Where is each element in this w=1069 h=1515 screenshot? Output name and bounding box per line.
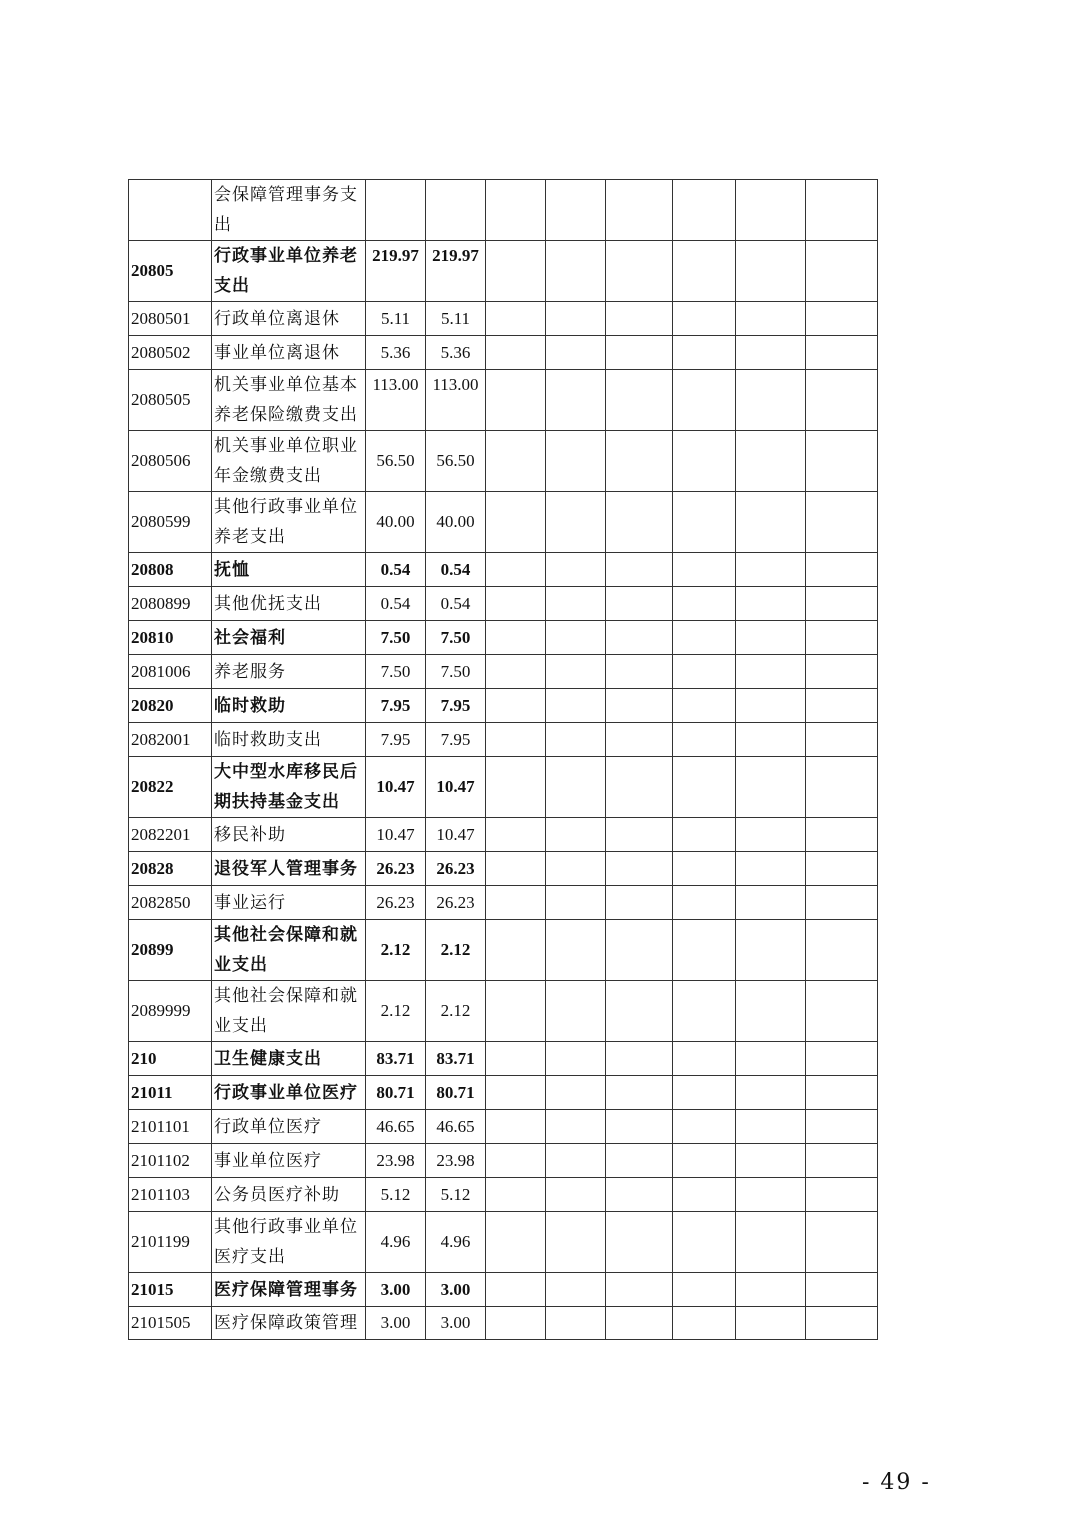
empty-cell xyxy=(606,302,673,336)
table-row xyxy=(129,689,878,723)
code-cell: 2101505 xyxy=(129,1307,212,1340)
empty-cell xyxy=(736,336,806,370)
amount-basic-cell xyxy=(426,180,486,241)
amount-basic-cell: 113.00 xyxy=(426,370,486,431)
name-cell: 行政事业单位医疗 xyxy=(212,1076,366,1110)
empty-cell xyxy=(546,302,606,336)
table-row xyxy=(129,370,878,431)
empty-cell xyxy=(486,723,546,757)
empty-cell xyxy=(736,655,806,689)
empty-cell xyxy=(486,818,546,852)
empty-cell xyxy=(736,723,806,757)
code-cell: 2080506 xyxy=(129,431,212,492)
code-cell: 20808 xyxy=(129,553,212,587)
empty-cell xyxy=(806,689,878,723)
code-cell: 2101103 xyxy=(129,1178,212,1212)
empty-cell xyxy=(546,1273,606,1307)
empty-cell xyxy=(546,1042,606,1076)
code-cell: 2089999 xyxy=(129,981,212,1042)
name-cell: 养老服务 xyxy=(212,655,366,689)
empty-cell xyxy=(673,1076,736,1110)
amount-basic-cell: 80.71 xyxy=(426,1076,486,1110)
table-row xyxy=(129,1273,878,1307)
empty-cell xyxy=(736,757,806,818)
empty-cell xyxy=(546,689,606,723)
amount-basic-cell: 2.12 xyxy=(426,981,486,1042)
empty-cell xyxy=(806,1076,878,1110)
empty-cell xyxy=(736,1042,806,1076)
amount-total-cell: 113.00 xyxy=(366,370,426,431)
amount-basic-cell: 2.12 xyxy=(426,920,486,981)
amount-basic-cell: 5.12 xyxy=(426,1178,486,1212)
amount-basic-cell: 26.23 xyxy=(426,852,486,886)
code-cell: 210 xyxy=(129,1042,212,1076)
name-cell: 社会福利 xyxy=(212,621,366,655)
empty-cell xyxy=(606,757,673,818)
empty-cell xyxy=(806,553,878,587)
empty-cell xyxy=(606,553,673,587)
empty-cell xyxy=(606,1076,673,1110)
empty-cell xyxy=(486,1273,546,1307)
empty-cell xyxy=(486,492,546,553)
table-row xyxy=(129,1212,878,1273)
amount-basic-cell: 7.95 xyxy=(426,689,486,723)
empty-cell xyxy=(546,587,606,621)
empty-cell xyxy=(806,655,878,689)
empty-cell xyxy=(806,241,878,302)
empty-cell xyxy=(806,1144,878,1178)
amount-basic-cell: 7.50 xyxy=(426,621,486,655)
empty-cell xyxy=(806,1307,878,1340)
amount-basic-cell: 3.00 xyxy=(426,1273,486,1307)
empty-cell xyxy=(546,553,606,587)
amount-total-cell: 3.00 xyxy=(366,1273,426,1307)
amount-total-cell: 0.54 xyxy=(366,587,426,621)
table-row xyxy=(129,981,878,1042)
table-row xyxy=(129,1042,878,1076)
amount-total-cell: 7.50 xyxy=(366,621,426,655)
empty-cell xyxy=(806,492,878,553)
amount-basic-cell: 0.54 xyxy=(426,553,486,587)
empty-cell xyxy=(806,920,878,981)
name-cell: 行政单位医疗 xyxy=(212,1110,366,1144)
empty-cell xyxy=(736,689,806,723)
name-cell: 事业运行 xyxy=(212,886,366,920)
empty-cell xyxy=(546,981,606,1042)
table-row xyxy=(129,757,878,818)
code-cell: 21011 xyxy=(129,1076,212,1110)
code-cell: 2080505 xyxy=(129,370,212,431)
empty-cell xyxy=(736,553,806,587)
table-row xyxy=(129,1144,878,1178)
code-cell: 2080599 xyxy=(129,492,212,553)
table-row xyxy=(129,553,878,587)
empty-cell xyxy=(486,886,546,920)
empty-cell xyxy=(606,1178,673,1212)
empty-cell xyxy=(806,370,878,431)
empty-cell xyxy=(486,1144,546,1178)
table-row xyxy=(129,1076,878,1110)
empty-cell xyxy=(673,180,736,241)
code-cell xyxy=(129,180,212,241)
empty-cell xyxy=(546,370,606,431)
empty-cell xyxy=(486,757,546,818)
amount-total-cell: 5.12 xyxy=(366,1178,426,1212)
name-cell: 退役军人管理事务 xyxy=(212,852,366,886)
table-row xyxy=(129,852,878,886)
amount-basic-cell: 83.71 xyxy=(426,1042,486,1076)
empty-cell xyxy=(736,1110,806,1144)
empty-cell xyxy=(606,1110,673,1144)
empty-cell xyxy=(546,336,606,370)
empty-cell xyxy=(806,1273,878,1307)
empty-cell xyxy=(546,1307,606,1340)
name-cell: 其他社会保障和就业支出 xyxy=(212,920,366,981)
empty-cell xyxy=(806,180,878,241)
empty-cell xyxy=(673,981,736,1042)
empty-cell xyxy=(806,431,878,492)
empty-cell xyxy=(486,336,546,370)
empty-cell xyxy=(606,723,673,757)
amount-total-cell: 2.12 xyxy=(366,981,426,1042)
empty-cell xyxy=(546,723,606,757)
empty-cell xyxy=(673,886,736,920)
empty-cell xyxy=(806,757,878,818)
empty-cell xyxy=(736,1307,806,1340)
table-row xyxy=(129,241,878,302)
empty-cell xyxy=(806,981,878,1042)
code-cell: 2080899 xyxy=(129,587,212,621)
code-cell: 20822 xyxy=(129,757,212,818)
amount-total-cell: 7.95 xyxy=(366,689,426,723)
code-cell: 2080501 xyxy=(129,302,212,336)
empty-cell xyxy=(606,886,673,920)
code-cell: 20828 xyxy=(129,852,212,886)
empty-cell xyxy=(546,1110,606,1144)
table-row xyxy=(129,621,878,655)
table-row xyxy=(129,587,878,621)
code-cell: 2082001 xyxy=(129,723,212,757)
empty-cell xyxy=(546,655,606,689)
amount-basic-cell: 5.11 xyxy=(426,302,486,336)
empty-cell xyxy=(806,1110,878,1144)
table-row xyxy=(129,920,878,981)
name-cell: 行政单位离退休 xyxy=(212,302,366,336)
amount-total-cell: 80.71 xyxy=(366,1076,426,1110)
empty-cell xyxy=(806,621,878,655)
empty-cell xyxy=(546,180,606,241)
code-cell: 21015 xyxy=(129,1273,212,1307)
name-cell: 其他行政事业单位养老支出 xyxy=(212,492,366,553)
table-row xyxy=(129,336,878,370)
empty-cell xyxy=(486,431,546,492)
empty-cell xyxy=(606,1042,673,1076)
amount-basic-cell: 7.50 xyxy=(426,655,486,689)
empty-cell xyxy=(606,920,673,981)
amount-basic-cell: 26.23 xyxy=(426,886,486,920)
empty-cell xyxy=(673,1144,736,1178)
amount-total-cell: 3.00 xyxy=(366,1307,426,1340)
code-cell: 20820 xyxy=(129,689,212,723)
empty-cell xyxy=(606,492,673,553)
empty-cell xyxy=(673,492,736,553)
empty-cell xyxy=(546,1076,606,1110)
code-cell: 20810 xyxy=(129,621,212,655)
empty-cell xyxy=(673,553,736,587)
empty-cell xyxy=(736,492,806,553)
empty-cell xyxy=(673,241,736,302)
empty-cell xyxy=(673,1273,736,1307)
amount-basic-cell: 5.36 xyxy=(426,336,486,370)
amount-total-cell: 7.95 xyxy=(366,723,426,757)
code-cell: 2082201 xyxy=(129,818,212,852)
empty-cell xyxy=(673,1042,736,1076)
empty-cell xyxy=(486,1178,546,1212)
empty-cell xyxy=(673,621,736,655)
table-row xyxy=(129,431,878,492)
empty-cell xyxy=(606,1144,673,1178)
empty-cell xyxy=(486,1212,546,1273)
name-cell: 医疗保障管理事务 xyxy=(212,1273,366,1307)
empty-cell xyxy=(736,886,806,920)
empty-cell xyxy=(606,241,673,302)
empty-cell xyxy=(736,1178,806,1212)
empty-cell xyxy=(806,1212,878,1273)
empty-cell xyxy=(736,852,806,886)
empty-cell xyxy=(486,370,546,431)
name-cell: 临时救助支出 xyxy=(212,723,366,757)
empty-cell xyxy=(486,1076,546,1110)
name-cell: 会保障管理事务支出 xyxy=(212,180,366,241)
empty-cell xyxy=(606,1212,673,1273)
empty-cell xyxy=(546,241,606,302)
name-cell: 其他优抚支出 xyxy=(212,587,366,621)
amount-total-cell: 40.00 xyxy=(366,492,426,553)
empty-cell xyxy=(546,492,606,553)
table-row xyxy=(129,723,878,757)
expenditure-table xyxy=(128,179,878,1340)
table-row xyxy=(129,1178,878,1212)
empty-cell xyxy=(606,180,673,241)
code-cell: 2101102 xyxy=(129,1144,212,1178)
empty-cell xyxy=(806,587,878,621)
empty-cell xyxy=(486,852,546,886)
code-cell: 2080502 xyxy=(129,336,212,370)
empty-cell xyxy=(806,336,878,370)
amount-total-cell: 0.54 xyxy=(366,553,426,587)
empty-cell xyxy=(486,241,546,302)
empty-cell xyxy=(673,1212,736,1273)
empty-cell xyxy=(673,431,736,492)
page-number: - 49 - xyxy=(862,1470,931,1495)
empty-cell xyxy=(486,587,546,621)
empty-cell xyxy=(673,689,736,723)
name-cell: 大中型水库移民后期扶持基金支出 xyxy=(212,757,366,818)
code-cell: 20805 xyxy=(129,241,212,302)
amount-total-cell: 219.97 xyxy=(366,241,426,302)
empty-cell xyxy=(736,587,806,621)
table-row xyxy=(129,655,878,689)
amount-total-cell: 10.47 xyxy=(366,818,426,852)
table-row xyxy=(129,180,878,241)
empty-cell xyxy=(806,723,878,757)
amount-basic-cell: 40.00 xyxy=(426,492,486,553)
empty-cell xyxy=(736,431,806,492)
name-cell: 抚恤 xyxy=(212,553,366,587)
empty-cell xyxy=(736,302,806,336)
empty-cell xyxy=(673,852,736,886)
table-row xyxy=(129,492,878,553)
empty-cell xyxy=(486,1110,546,1144)
empty-cell xyxy=(606,370,673,431)
table-row xyxy=(129,1307,878,1340)
empty-cell xyxy=(673,302,736,336)
empty-cell xyxy=(736,1076,806,1110)
empty-cell xyxy=(486,302,546,336)
table-row xyxy=(129,818,878,852)
amount-total-cell xyxy=(366,180,426,241)
empty-cell xyxy=(736,1273,806,1307)
empty-cell xyxy=(736,818,806,852)
table-row xyxy=(129,1110,878,1144)
empty-cell xyxy=(673,757,736,818)
empty-cell xyxy=(486,1042,546,1076)
empty-cell xyxy=(736,370,806,431)
empty-cell xyxy=(673,1178,736,1212)
empty-cell xyxy=(546,757,606,818)
empty-cell xyxy=(606,852,673,886)
empty-cell xyxy=(806,1042,878,1076)
amount-total-cell: 56.50 xyxy=(366,431,426,492)
amount-basic-cell: 10.47 xyxy=(426,818,486,852)
empty-cell xyxy=(606,655,673,689)
empty-cell xyxy=(606,981,673,1042)
name-cell: 移民补助 xyxy=(212,818,366,852)
empty-cell xyxy=(606,818,673,852)
amount-basic-cell: 0.54 xyxy=(426,587,486,621)
empty-cell xyxy=(673,587,736,621)
empty-cell xyxy=(606,1273,673,1307)
amount-basic-cell: 7.95 xyxy=(426,723,486,757)
code-cell: 2082850 xyxy=(129,886,212,920)
amount-basic-cell: 10.47 xyxy=(426,757,486,818)
empty-cell xyxy=(606,587,673,621)
empty-cell xyxy=(736,981,806,1042)
empty-cell xyxy=(736,621,806,655)
amount-total-cell: 5.36 xyxy=(366,336,426,370)
empty-cell xyxy=(486,621,546,655)
empty-cell xyxy=(546,1144,606,1178)
name-cell: 卫生健康支出 xyxy=(212,1042,366,1076)
name-cell: 事业单位医疗 xyxy=(212,1144,366,1178)
empty-cell xyxy=(736,920,806,981)
empty-cell xyxy=(486,689,546,723)
empty-cell xyxy=(673,1307,736,1340)
empty-cell xyxy=(736,1212,806,1273)
empty-cell xyxy=(806,886,878,920)
empty-cell xyxy=(673,370,736,431)
amount-basic-cell: 219.97 xyxy=(426,241,486,302)
empty-cell xyxy=(806,852,878,886)
empty-cell xyxy=(546,1178,606,1212)
amount-total-cell: 4.96 xyxy=(366,1212,426,1273)
empty-cell xyxy=(806,818,878,852)
empty-cell xyxy=(736,180,806,241)
name-cell: 医疗保障政策管理 xyxy=(212,1307,366,1340)
name-cell: 行政事业单位养老支出 xyxy=(212,241,366,302)
name-cell: 公务员医疗补助 xyxy=(212,1178,366,1212)
empty-cell xyxy=(673,723,736,757)
empty-cell xyxy=(486,655,546,689)
empty-cell xyxy=(673,655,736,689)
empty-cell xyxy=(806,302,878,336)
code-cell: 2081006 xyxy=(129,655,212,689)
empty-cell xyxy=(736,241,806,302)
empty-cell xyxy=(486,180,546,241)
name-cell: 其他行政事业单位医疗支出 xyxy=(212,1212,366,1273)
amount-basic-cell: 23.98 xyxy=(426,1144,486,1178)
code-cell: 2101101 xyxy=(129,1110,212,1144)
empty-cell xyxy=(546,621,606,655)
name-cell: 事业单位离退休 xyxy=(212,336,366,370)
empty-cell xyxy=(486,981,546,1042)
amount-total-cell: 26.23 xyxy=(366,852,426,886)
empty-cell xyxy=(673,818,736,852)
amount-total-cell: 10.47 xyxy=(366,757,426,818)
amount-total-cell: 5.11 xyxy=(366,302,426,336)
amount-total-cell: 26.23 xyxy=(366,886,426,920)
empty-cell xyxy=(806,1178,878,1212)
empty-cell xyxy=(606,689,673,723)
empty-cell xyxy=(606,621,673,655)
empty-cell xyxy=(546,1212,606,1273)
amount-total-cell: 2.12 xyxy=(366,920,426,981)
table-row xyxy=(129,302,878,336)
amount-basic-cell: 46.65 xyxy=(426,1110,486,1144)
name-cell: 机关事业单位职业年金缴费支出 xyxy=(212,431,366,492)
amount-basic-cell: 4.96 xyxy=(426,1212,486,1273)
amount-total-cell: 46.65 xyxy=(366,1110,426,1144)
empty-cell xyxy=(486,553,546,587)
name-cell: 其他社会保障和就业支出 xyxy=(212,981,366,1042)
empty-cell xyxy=(606,431,673,492)
empty-cell xyxy=(736,1144,806,1178)
code-cell: 20899 xyxy=(129,920,212,981)
amount-basic-cell: 3.00 xyxy=(426,1307,486,1340)
name-cell: 临时救助 xyxy=(212,689,366,723)
table-row xyxy=(129,886,878,920)
empty-cell xyxy=(546,886,606,920)
amount-total-cell: 7.50 xyxy=(366,655,426,689)
amount-total-cell: 83.71 xyxy=(366,1042,426,1076)
empty-cell xyxy=(546,818,606,852)
name-cell: 机关事业单位基本养老保险缴费支出 xyxy=(212,370,366,431)
amount-total-cell: 23.98 xyxy=(366,1144,426,1178)
empty-cell xyxy=(606,336,673,370)
empty-cell xyxy=(486,920,546,981)
empty-cell xyxy=(546,431,606,492)
empty-cell xyxy=(486,1307,546,1340)
code-cell: 2101199 xyxy=(129,1212,212,1273)
amount-basic-cell: 56.50 xyxy=(426,431,486,492)
empty-cell xyxy=(673,336,736,370)
empty-cell xyxy=(673,920,736,981)
empty-cell xyxy=(546,852,606,886)
empty-cell xyxy=(673,1110,736,1144)
empty-cell xyxy=(606,1307,673,1340)
empty-cell xyxy=(546,920,606,981)
